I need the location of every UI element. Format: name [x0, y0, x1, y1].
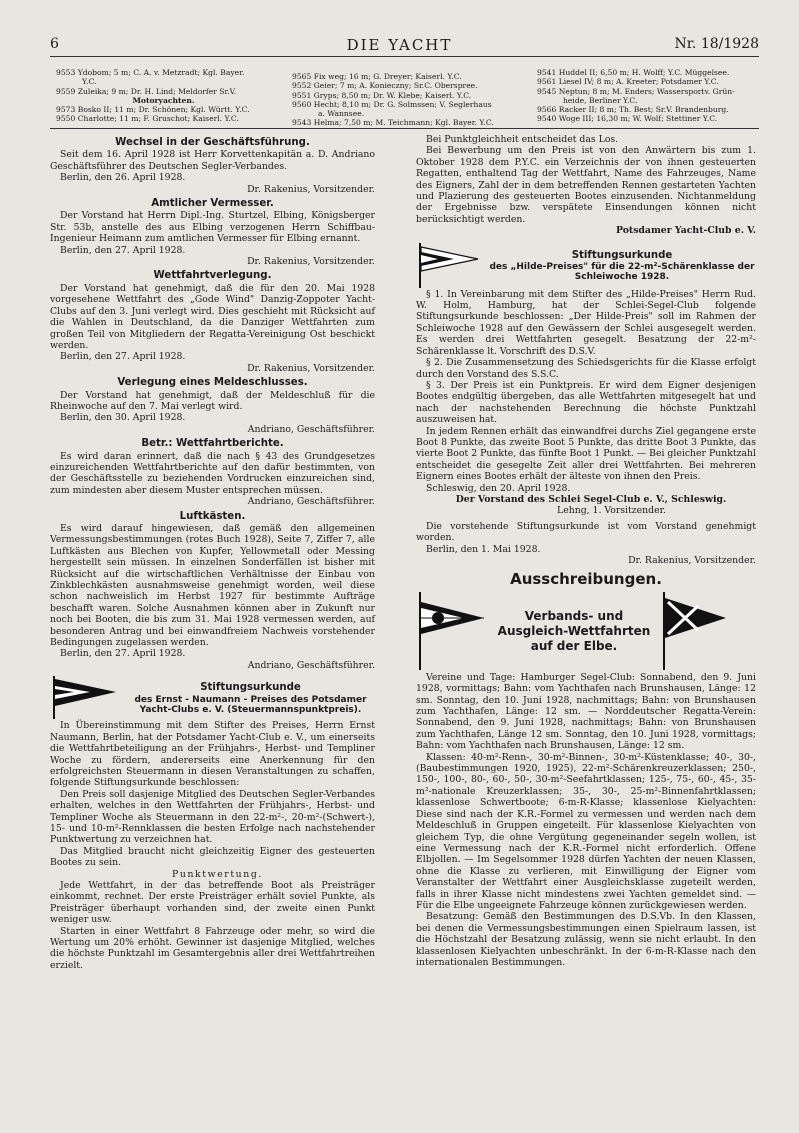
signature: Andriano, Geschäftsführer.: [247, 659, 375, 671]
list-item: 9565 Fix weg; 16 m; G. Dreyer; Kaiserl. Y.C.: [292, 72, 462, 81]
section-heading: Stiftungsurkunde: [200, 682, 301, 694]
date-line: Berlin, den 1. Mai 1928.: [426, 543, 541, 555]
paragraph: In jedem Rennen erhält das einwandfrei durchs Ziel gegangene erste Boot 8 Punkte, das zweite Boot 5 Punkte, das dritte Boot 3 Punkte, das vierte Boot 2 Punkte, das fünfte Boot 1 Punkt. — Bei gleicher Punktzahl entscheidet die gesegelte Zeit aller drei Wettfahrten. Bei mehreren Eignern eines Bootes erhält der älteste von ihnen den Preis.: [416, 425, 756, 483]
date-line: Berlin, den 27. April 1928.: [60, 244, 186, 256]
list-item: 9560 Hecht; 8,10 m; Dr. G. Solmssen; V. Seglerhaus: [292, 99, 492, 109]
list-item: 9566 Racker II; 8 m; Th. Best; Sr.V. Brandenburg.: [537, 105, 729, 115]
list-item: a. Wannsee.: [318, 109, 365, 119]
date-line: Berlin, den 27. April 1928.: [60, 648, 186, 660]
list-item: 9553 Ydobom; 5 m; C. A. v. Metzradt; Kgl. Bayer.: [56, 68, 245, 77]
paragraph: Der Vorstand hat genehmigt, daß der Meldeschluß für die Rheinwoche auf den 7. Mai verlegt wird.: [50, 389, 375, 412]
paragraph: Es wird daran erinnert, daß die nach § 43 des Grundgesetzes einzureichenden Wettfahrtberichte auf den dafür bestimmten, von der Geschäftsstelle zu beziehenden Vordrucken einzureichen sind, zum mindesten aber diesem Muster entsprechen müssen.: [50, 450, 375, 496]
section-subheading: des „Hilde-Preises" für die 22-m²-Schärenklasse der Schleiwoche 1928.: [489, 261, 755, 283]
issue-number: Nr. 18/1928: [674, 36, 759, 52]
paragraph: Den Preis soll dasjenige Mitglied des Deutschen Segler-Verbandes erhalten, welches in den Wettfahrten der Frühjahrs-, Herbst- und Templiner Woche als Steuermann in den 22-m²-, 20-m²-(Schwert-), 15- und 10-m²-Rennklassen die besten Erfolge nach nachstehender Punktwertung zu verzeichnen hat.: [50, 788, 375, 846]
date-line: Berlin, den 26. April 1928.: [60, 172, 186, 184]
list-item: 9552 Geier; 7 m; A. Konieczny; Sr.C. Oberspree.: [292, 81, 478, 91]
section-heading: Betr.: Wettfahrtberichte.: [141, 438, 284, 450]
section-heading: Amtlicher Vermesser.: [151, 198, 274, 210]
elbe-header: [416, 590, 756, 672]
list-item: 9561 Liesel IV; 8 m; A. Kreeter; Potsdamer Y.C.: [537, 77, 719, 87]
signature: Andriano, Geschäftsführer.: [247, 423, 375, 435]
stiftung-header: [50, 674, 375, 720]
section-heading: Wettfahrtverlegung.: [153, 270, 272, 282]
header-rule: [50, 56, 759, 57]
signature: Lehng, 1. Vorsitzender.: [557, 505, 666, 517]
section-heading: Verbands- und Ausgleich-Wettfahrten auf der Elbe.: [497, 609, 651, 654]
pennant-flag-icon: [416, 241, 482, 289]
paragraph: Besatzung: Gemäß den Bestimmungen des D.S.Vb. In den Klassen, bei denen die Vermessungsbestimmungen einen Spielraum lassen, ist die Höchstzahl der Besatzung zulässig, wenn sie nicht erlaubt. In den klassenlosen Kielyachten unbeschränkt. In der 6-m-R-Klasse nach den internationalen Bestimmungen.: [416, 911, 756, 968]
list-item: Y.C.: [82, 77, 97, 87]
yacht-list-mid: [292, 72, 517, 128]
section-subheading: des Ernst - Naumann - Preises des Potsdamer Yacht-Clubs e. V. (Steuermannspunktpreis).: [134, 694, 367, 715]
left-column: [50, 134, 375, 971]
paragraph: Vereine und Tage: Hamburger Segel-Club: Sonnabend, den 9. Juni 1928, vormittags; Bahn: vom Yachthafen nach Brunshausen, Länge: 12 sm. Sonntag, den 10. Juni 1928, nachmittags; Bahn: von Brunshausen zum Yachthafen, Länge: 12 sm. — Norddeutscher Regatta-Verein: Sonnabend, den 9. Juni 1928, nachmittags; Bahn: von Brunshausen zum Yachthafen, Länge 12 sm. Sonntag, den 10. Juni 1928, vormittags; Bahn: vom Yachthafen nach Brunshausen, Länge: 12 sm.: [416, 671, 756, 752]
list-item: 9545 Neptun; 8 m; M. Enders; Wassersportv. Grün-: [537, 86, 735, 96]
list-item: 9559 Zuleika; 9 m; Dr. H. Lind; Meldorfer Sr.V.: [56, 86, 237, 96]
paragraph: Der Vorstand hat Herrn Dipl.-Ing. Sturtzel, Elbing, Königsberger Str. 53b, anstelle des aus Elbing verzogenen Herrn Schiffbau-Ingenieur Heimann zum amtlichen Vermesser für Elbing ernannt.: [50, 210, 375, 245]
signature: Dr. Rakenius, Vorsitzender.: [628, 555, 756, 566]
section-heading: Verlegung eines Meldeschlusses.: [117, 377, 308, 389]
list-item: 9543 Helma; 7,50 m; M. Teichmann; Kgl. Bayer. Y.C.: [292, 118, 494, 128]
paragraph: Die vorstehende Stiftungsurkunde ist vom Vorstand genehmigt worden.: [416, 520, 756, 544]
section-heading: Wechsel in der Geschäftsführung.: [115, 137, 310, 148]
list-heading: Motoryachten.: [132, 95, 195, 105]
pennant-flag-icon: [416, 590, 488, 672]
yacht-list-left: [56, 68, 271, 124]
paragraph: Das Mitglied braucht nicht gleichzeitig Eigner des gesteuerten Bootes zu sein.: [50, 845, 375, 869]
date-line: Berlin, den 27. April 1928.: [60, 351, 186, 363]
section-title: Ausschreibungen.: [510, 570, 662, 589]
list-item: 9573 Bosko II; 11 m; Dr. Schönen; Kgl. Württ. Y.C.: [56, 105, 250, 115]
paragraph: § 1. In Vereinbarung mit dem Stifter des „Hilde-Preises" Herrn Rud. W. Holm, Hamburg, hat der Schlei-Segel-Club folgende Stiftungsurkunde beschlossen: „Der Hilde-Preis" soll im Rahmen der Schleiwoche 1928 auf den Gewässern der Schlei ausgesegelt werden. Es werden drei Wettfahrten gesegelt. Besatzung der 22-m²-Schärenklasse lt. Vorschrift des D.S.V.: [416, 288, 756, 357]
signature: Dr. Rakenius, Vorsitzender.: [247, 362, 375, 374]
hilde-header: [416, 241, 756, 289]
subheading: Punktwertung.: [172, 868, 263, 880]
paragraph: Jede Wettfahrt, in der das betreffende Boot als Preisträger einkommt, rechnet. Der erste Preisträger erhält soviel Punkte, als Preisträger überhaupt vorhanden sind, der zweite einen Punkt weniger usw.: [50, 879, 375, 926]
paragraph: Bei Punktgleichheit entscheidet das Los.: [426, 134, 619, 145]
section-heading: Luftkästen.: [179, 510, 246, 522]
signature: Dr. Rakenius, Vorsitzender.: [247, 256, 375, 268]
page-title: DIE YACHT: [346, 36, 453, 54]
pennant-flag-icon: [50, 674, 120, 720]
list-rule: [50, 128, 759, 129]
paragraph: Der Vorstand hat genehmigt, daß die für den 20. Mai 1928 vorgesehene Wettfahrt des „Gode Wind" Danzig-Zoppoter Yacht-Clubs auf den 3. Juni verlegt wird. Dies geschieht mit Rücksicht auf die Wahlen in Deutschland, da die Danziger Wettfahrten zum großen Teil von Mitgliedern der Regatta-Vereinigung Ost beschickt werden.: [50, 282, 375, 351]
list-item: 9551 Gryps; 8,50 m; Dr. W. Klebe; Kaiserl. Y.C.: [292, 90, 472, 100]
page-number: 6: [50, 36, 59, 52]
signature: Potsdamer Yacht-Club e. V.: [615, 225, 756, 237]
date-line: Schleswig, den 20. April 1928.: [426, 482, 571, 494]
signature: Andriano, Geschäftsführer.: [247, 496, 375, 508]
paragraph: Starten in einer Wettfahrt 8 Fahrzeuge oder mehr, so wird die Wertung um 20% erhöht. Gewinner ist dasjenige Mitglied, welches die höchste Punktzahl im Gesamtergebnis aller drei Wettfahrtreihen erzielt.: [50, 925, 375, 971]
list-item: 9541 Huddel II; 6,50 m; H. Wolff; Y.C. Müggelsee.: [537, 68, 730, 77]
paragraph: § 2. Die Zusammensetzung des Schiedsgerichts für die Klasse erfolgt durch den Vorstand des S.S.C.: [416, 357, 756, 380]
list-item: 9540 Woge III; 16,30 m; W. Wolf; Stettiner Y.C.: [537, 114, 718, 124]
signal-flag-icon: [660, 590, 730, 672]
yacht-list-right: [537, 68, 762, 124]
paragraph: Seit dem 16. April 1928 ist Herr Korvettenkapitän a. D. Andriano Geschäftsführer des Deutschen Segler-Verbandes.: [50, 149, 375, 172]
paragraph: In Übereinstimmung mit dem Stifter des Preises, Herrn Ernst Naumann, Berlin, hat der Potsdamer Yacht-Club e. V., um einerseits die Wettfahrtbeteiligung an der Frühjahrs-, Herbst- und Templiner Woche zu fördern, andererseits eine Anerkennung für den erfolgreichsten Steuermann in diesen Veranstaltungen zu schaffen, folgende Stiftungsurkunde beschlossen:: [50, 720, 375, 789]
paragraph: Klassen: 40-m²-Renn-, 30-m²-Binnen-, 30-m²-Küstenklasse; 40-, 30-, (Baubestimmungen 1920, 1925), 22-m²-Schärenkreuzerklassen; 250-, 150-, 100-, 80-, 60-, 50-, 30-m²-Seefahrtklassen; 125-, 75-, 60-, 45-, 35-m²-nationale Kreuzerklassen; 35-, 30-, 25-m²-Binnenfahrtklassen; klassenlose Schwertboote; 6-m-R-Klasse; klassenlose Kielyachten: Diese sind nach der K.R.-Formel zu vermessen und werden nach dem Meldeschluß in Gruppen eingeteilt. Für klassenlose Kielyachten von gleichem Typ, die ohne Vergütung gegeneinander segeln wollen, ist eine Vermessung nach der K.R.-Formel nicht erforderlich. Offene Elbjollen. — Im Segelsommer 1928 dürfen Yachten der neuen Klassen, ohne die Klasse zu verlieren, mit Einwilligung der Eigner vom Veranstalter der Wettfahrt einer Ausgleichsklasse zugeteilt werden, falls in ihrer Klasse nicht mindestens zwei Yachten gemeldet sind. — Für die Elbe ungeeignete Fahrzeuge können zurückgewiesen werden.: [416, 751, 756, 911]
date-line: Berlin, den 30. April 1928.: [60, 412, 186, 424]
signature: Dr. Rakenius, Vorsitzender.: [247, 183, 375, 195]
list-item: 9550 Charlotte; 11 m; F. Gruschot; Kaiserl. Y.C.: [56, 114, 239, 124]
paragraph: Es wird darauf hingewiesen, daß gemäß den allgemeinen Vermessungsbestimmungen (rotes Buch 1928), Seite 7, Ziffer 7, alle Luftkästen aus Blechen von Kupfer, Yellowmetall oder Messing hergestellt sein müssen. In einzelnen Sonderfällen ist bisher mit Rücksicht auf die wirtschaftlichen Verhältnisse der Einbau von Zinkblechkästen ausnahmsweise genehmigt worden, weil diese schon nachweislich im Herbst 1927 für bestimmte Aufträge beschafft waren. Solche Ausnahmen können aber in Zukunft nur noch bei Booten, die bis zum 31. Mai 1928 vermessen werden, auf besonderen Antrag und bei einwandfreiem Nachweis vorstehender Bedingungen zugelassen werden.: [50, 523, 375, 649]
right-column: [416, 134, 756, 968]
org-line: Der Vorstand des Schlei Segel-Club e. V., Schleswig.: [455, 493, 727, 505]
paragraph: Bei Bewerbung um den Preis ist von den Anwärtern bis zum 1. Oktober 1928 dem P.Y.C. ein Verzeichnis der von ihnen gesteuerten Regatten, enthaltend Tag der Wettfahrt, Name des Fahrzeuges, Name des Eigners, Zahl der in dem betreffenden Rennen gestarteten Yachten und Plazierung des gesteuerten Bootes einzusenden. Nichtanmeldung der Ergebnisse bzw. verspätete Einsendungen können nicht berücksichtigt werden.: [416, 145, 756, 225]
section-heading: Stiftungsurkunde: [571, 249, 673, 261]
list-item: heide, Berliner Y.C.: [563, 95, 638, 105]
paragraph: § 3. Der Preis ist ein Punktpreis. Er wird dem Eigner desjenigen Bootes endgültig übergeben, das alle Wettfahrten mitgesegelt hat und nach der nachstehenden Berechnung die höchste Punktzahl auszuweisen hat.: [416, 379, 756, 426]
